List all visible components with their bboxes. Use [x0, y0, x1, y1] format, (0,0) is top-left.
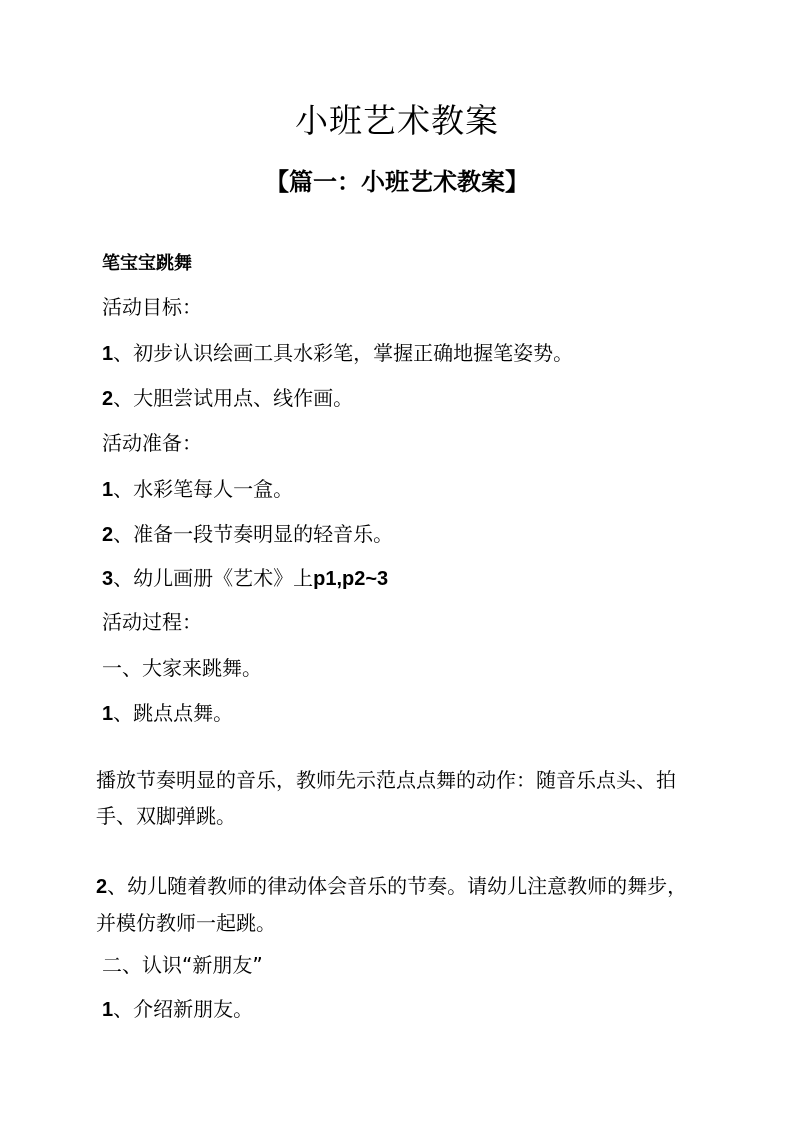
goal-item — [102, 339, 573, 368]
step-number: 1 — [102, 703, 114, 725]
prep-item — [102, 564, 388, 593]
document-title: 小班艺术教案 — [295, 101, 499, 140]
prep-item — [102, 520, 393, 549]
goals-heading: 活动目标： — [102, 295, 202, 319]
section-two-heading: 二、认识“新朋友” — [102, 953, 263, 977]
step-text: 、介绍新朋友。 — [113, 997, 254, 1021]
goal-text: 、大胆尝试用点、线作画。 — [113, 386, 354, 410]
section-one-heading: 一、大家来跳舞。 — [102, 656, 262, 680]
step-text: 、跳点点舞。 — [113, 701, 234, 725]
prep-text: 、水彩笔每人一盒。 — [113, 477, 294, 501]
step-item — [102, 699, 233, 728]
goal-number: 1 — [102, 343, 114, 365]
goal-item — [102, 384, 353, 413]
prep-text: 、幼儿画册《艺术》上 — [113, 566, 314, 590]
prep-heading: 活动准备： — [102, 431, 202, 455]
prep-page-ref: p1,p2~3 — [313, 568, 389, 590]
paragraph-demo: 播放节奏明显的音乐，教师先示范点点舞的动作：随音乐点头、拍手、双脚弹跳。 — [96, 768, 676, 828]
paragraph-rhythm — [96, 868, 706, 941]
lesson-title: 笔宝宝跳舞 — [102, 253, 192, 274]
paragraph-number: 2 — [96, 876, 108, 898]
prep-number: 2 — [102, 524, 114, 546]
goal-text: 、初步认识绘画工具水彩笔，掌握正确地握笔姿势。 — [113, 341, 574, 365]
document-subtitle: 【篇一：小班艺术教案】 — [265, 167, 529, 196]
step-number: 1 — [102, 999, 114, 1021]
process-heading: 活动过程： — [102, 610, 202, 634]
prep-number: 3 — [102, 568, 114, 590]
prep-text: 、准备一段节奏明显的轻音乐。 — [113, 522, 394, 546]
prep-number: 1 — [102, 479, 114, 501]
step-item — [102, 995, 253, 1024]
paragraph-text: 、幼儿随着教师的律动体会音乐的节奏。请幼儿注意教师的舞步，并模仿教师一起跳。 — [96, 874, 688, 935]
prep-item — [102, 475, 293, 504]
goal-number: 2 — [102, 388, 114, 410]
